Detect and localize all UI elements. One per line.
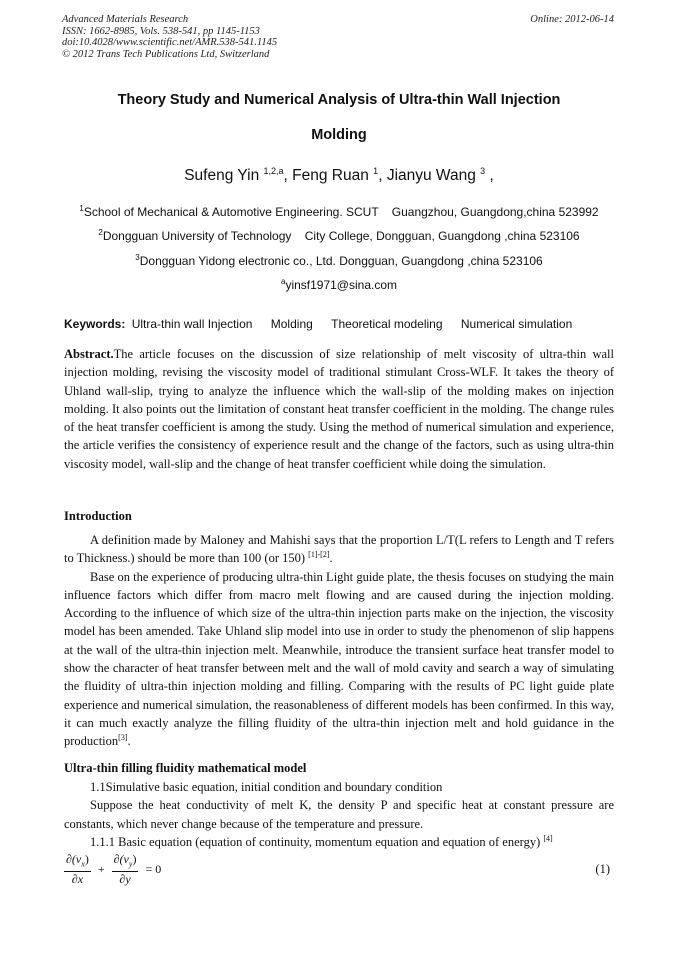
- fraction: [112, 852, 139, 887]
- paper-title-line1: Theory Study and Numerical Analysis of Ultra-thin Wall Injection: [117, 92, 561, 108]
- affiliation: [40, 204, 638, 219]
- equation-number: (1): [595, 862, 610, 876]
- keyword: Ultra-thin wall Injection: [131, 317, 253, 331]
- issn-line: ISSN: 1662-8985, Vols. 538-541, pp 1145-1153: [62, 25, 260, 37]
- abstract-label: Abstract.: [64, 347, 114, 361]
- paragraph: [64, 531, 614, 568]
- author-affiliation-mark: 3: [480, 166, 486, 176]
- author-affiliation-mark: 1: [373, 166, 379, 176]
- subsection-heading: 1.1Simulative basic equation, initial condition and boundary condition: [90, 780, 443, 794]
- keyword: Molding: [270, 317, 313, 331]
- email-text: yinsf1971@sina.com: [285, 278, 398, 292]
- introduction-body: [64, 531, 614, 751]
- author-name: Sufeng Yin: [184, 167, 260, 184]
- keywords-line: [64, 317, 584, 331]
- affiliation-mark: 1: [79, 204, 84, 213]
- affiliation-text: Dongguan University of Technology City College, Dongguan, Guangdong ,china 523106: [102, 229, 580, 243]
- journal-header: [62, 14, 277, 60]
- paper-title-line2: Molding: [311, 127, 367, 143]
- doi-line: doi:10.4028/www.scientific.net/AMR.538-541.1145: [62, 37, 278, 48]
- period: .: [329, 551, 333, 566]
- plus-sign: +: [97, 862, 105, 877]
- fraction: [64, 852, 91, 887]
- equation-continuity: [64, 852, 165, 887]
- affiliation-mark: a: [280, 277, 286, 286]
- affiliation-email: [40, 277, 638, 292]
- subsubsection-heading: [64, 833, 614, 851]
- author-affiliation-mark: 1,2,a: [263, 166, 284, 176]
- affiliation-text: School of Mechanical & Automotive Engineering. SCUT Guangzhou, Guangdong,china 523992: [83, 205, 599, 219]
- keyword: Numerical simulation: [460, 317, 573, 331]
- numerator: $\partial(\nu_x)$: [64, 852, 91, 872]
- abstract-text: The article focuses on the discussion of size relationship of melt viscosity of ultra-thin wall injection molding, revising the viscosity model of traditional stimulant Cross-WLF. It takes the theory of Uhland wall-slip, trying to analyze the influence which the wall-slip of the molding makes on injection molding. It also points out the limitation of constant heat transfer coefficient in the molding. The change rules of the heat transfer coefficient is among the study. Using the method of numerical simulation and experience, the article verifies the consistency of experience result and the change of the factors, such as using ultra-thin viscosity model, wall-slip and the change of heat transfer coefficient while doing the simulation.: [64, 347, 614, 471]
- affiliation: [40, 253, 638, 268]
- affiliation-text: Dongguan Yidong electronic co., Ltd. Dongguan, Guangdong ,china 523106: [139, 254, 543, 268]
- section-heading-model: Ultra-thin filling fluidity mathematical model: [64, 761, 307, 775]
- author-name: Jianyu Wang: [386, 167, 476, 184]
- copyright-line: © 2012 Trans Tech Publications Ltd, Switzerland: [62, 48, 270, 60]
- equals-zero: = 0: [145, 862, 162, 877]
- affiliation: [40, 228, 638, 243]
- section-heading-introduction: Introduction: [64, 509, 132, 523]
- abstract: [64, 345, 614, 473]
- keyword: Theoretical modeling: [331, 317, 443, 331]
- paragraph: [64, 568, 614, 751]
- model-section-body: [64, 778, 614, 851]
- citation: [1]-[2]: [308, 550, 330, 560]
- affiliation-mark: 3: [135, 253, 140, 262]
- author-name: Feng Ruan: [292, 167, 369, 184]
- online-date: Online: 2012-06-14: [530, 14, 614, 25]
- author-list: Sufeng Yin $^{1,2,a}$, Feng Ruan $^1$, Jianyu Wang $^3$ ,: [184, 166, 494, 184]
- journal-name: Advanced Materials Research: [62, 14, 189, 25]
- paragraph: Suppose the heat conductivity of melt K, the density P and specific heat at constant pressure are constants, which never change because of the temperature and pressure.: [64, 798, 614, 831]
- denominator: ∂y: [119, 872, 131, 887]
- paragraph-text: Base on the experience of producing ultra-thin Light guide plate, the thesis focuses on studying the main influence factors which differ from macro melt flowing and are caused during the injection molding. According to the influence of which size of the ultra-thin injection parts make on the injection, the viscosity model has been amended. Take Uhland slip model into use in order to study the phenomenon of slip happens at the wall of the ultra-thin injection melt. Meanwhile, introduce the transient surface heat transfer model to show the character of heat transfer between melt and the wall of mold cavity and search a way of simulating the fluidity of ultra-thin injection molding and filling. Comparing with the results of PC light guide plate experience and numerical simulation, the reasonableness of different models has been confirmed. In this way, it can much exactly analyze the filling fluidity of the ultra-thin injection melt and hold guidance in the production: [64, 569, 614, 749]
- numerator: $\partial(\nu_y)$: [112, 852, 139, 872]
- citation: [3]: [118, 733, 128, 743]
- paragraph-text: A definition made by Maloney and Mahishi says that the proportion L/T(L refers to Length and T refers to Thickness.) should be more than 100 (or 150): [64, 533, 614, 566]
- period: .: [127, 734, 131, 749]
- subsubsection-text: 1.1.1 Basic equation (equation of continuity, momentum equation and equation of energy): [90, 834, 541, 849]
- affiliation-mark: 2: [98, 228, 103, 237]
- citation: [4]: [543, 833, 553, 843]
- keywords-label: Keywords:: [64, 317, 126, 331]
- denominator: ∂x: [71, 872, 84, 887]
